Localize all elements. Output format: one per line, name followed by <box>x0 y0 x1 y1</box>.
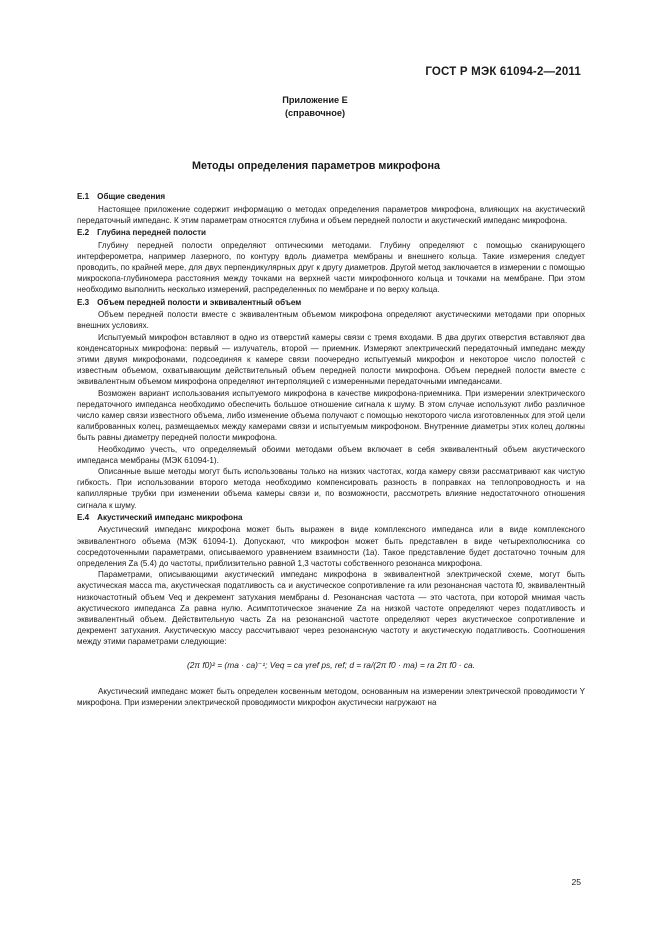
paragraph: Настоящее приложение содержит информацию о методах определения параметров микрофона, влияющих на акустический передаточный импеданс. К этим параметрам относятся глубина и объем передней полости и акустический импеданс микрофона. <box>77 204 585 225</box>
paragraph: Акустический импеданс может быть определен косвенным методом, основанным на измерении электрической проводимости Y микрофона. При измерении электрической проводимости микрофон акустически нагружают на <box>77 686 585 707</box>
section-heading: Е.2 Глубина передней полости <box>77 228 207 237</box>
paragraph: Акустический импеданс микрофона может быть выражен в виде комплексного импеданса или в виде комплексного эквивалентного объема (МЭК 61094-1). Допускают, что микрофон может быть представлен в виде четырехполюсника со сосредоточенными параметрами, описываемого уравнением взаимности (1а). Такое представление будет достаточно точным для определения Za (5.4) до частоты, приблизительно равной 1,3 частоты собственного резонанса микрофона. <box>77 525 585 569</box>
paragraph: Глубину передней полости определяют оптическими методами. Глубину определяют с помощью сканирующего интерферометра, например лазерного, по контуру вдоль диаметра мембраны и внешнего кольца. Такие измерения следует проводить, по крайней мере, для двух перпендикулярных друг к другу диаметров. Другой метод заключается в измерении с помощью микроскопа-глубиномера расстояния между точками на верхней части микрофонного кольца и точками на мембране. При этом необходимо выполнить несколько измерений, распределенных по мембране и по верху кольца. <box>77 240 585 295</box>
annex-title: Приложение Е <box>282 95 348 105</box>
section-heading: Е.3 Объем передней полости и эквивалентный объем <box>77 297 302 307</box>
paragraph: Объем передней полости вместе с эквивалентным объемом микрофона определяют акустическими методами при опорных внешних условиях. <box>77 310 585 331</box>
paragraph: Возможен вариант использования испытуемого микрофона в качестве микрофона-приемника. При измерении электрического передаточного импеданса необходимо обеспечить большое отношение сигнала к шуму. В этом случае используют либо различное число камер связи известного объема, либо изменение объема получают с помощью некоторого числа изготовленных для этой цели калиброванных колец, размещаемых между камерами связи и испытуемым микрофоном. Внутренние диаметры этих колец должны быть равны диаметру передней полости микрофона. <box>77 388 585 443</box>
document-header: ГОСТ Р МЭК 61094-2—2011 <box>425 66 581 78</box>
paragraph: Испытуемый микрофон вставляют в одно из отверстий камеры связи с тремя входами. В два других отверстия вставляют два конденсаторных микрофона: первый — излучатель, второй — приемник. Измеряют электрический передаточный импеданс между этими двумя микрофонами, подсоединяя к камере связи поочередно испытуемый микрофон и некоторое число полостей с известным объемом, охватывающим действительный объем передней полости микрофона. Объем передней полости вместе с эквивалентным объемом микрофона определяют интерполяцией с измеренными передаточными импедансами. <box>77 332 585 387</box>
section-heading: Е.4 Акустический импеданс микрофона <box>77 512 243 522</box>
document-body <box>77 190 585 708</box>
paragraph: Необходимо учесть, что определяемый обоими методами объем включает в себя эквивалентный объем акустического импеданса мембраны (МЭК 61094-1). <box>77 444 585 465</box>
annex-heading <box>0 94 630 120</box>
paragraph: Параметрами, описывающими акустический импеданс микрофона в эквивалентной электрической схеме, могут быть акустическая масса ma, акустическая податливость ca и акустическое сопротивление ra или резонансная частота f0, эквивалентный низкочастотный объем Veq и декремент затухания мембраны d. Резонансная частота — это частота, при которой мнимая часть акустического импеданса Za равна нулю. Асимптотическое значение Za на низкой частоте определяют через податливость и эквивалентный объем. Действительную часть Za на резонансной частоте определяют через акустическое сопротивление и декремент затухания. Акустическую массу рассчитывают через резонансную частоту и акустическую податливость. Соотношения между этими параметрами следующие: <box>77 570 585 647</box>
page-number: 25 <box>571 877 581 887</box>
annex-main-title: Методы определения параметров микрофона <box>191 160 441 172</box>
paragraph: Описанные выше методы могут быть использованы только на низких частотах, когда камеру связи рассматривают как чистую гибкость. При использовании второго метода необходимо компенсировать разность в поправках на теплопроводность и на капиллярные трубки при изменении объема камеры связи и, по возможности, рассмотреть влияние недостаточного отношения сигнала к шуму. <box>77 467 585 510</box>
annex-status: (справочное) <box>284 108 345 118</box>
section-heading: Е.1 Общие сведения <box>77 192 166 201</box>
formula: (2π f0)² = (ma · ca)⁻¹; Veq = ca γref ps, ref; d = ra/(2π f0 · ma) = ra 2π f0 · ca. <box>186 659 476 670</box>
